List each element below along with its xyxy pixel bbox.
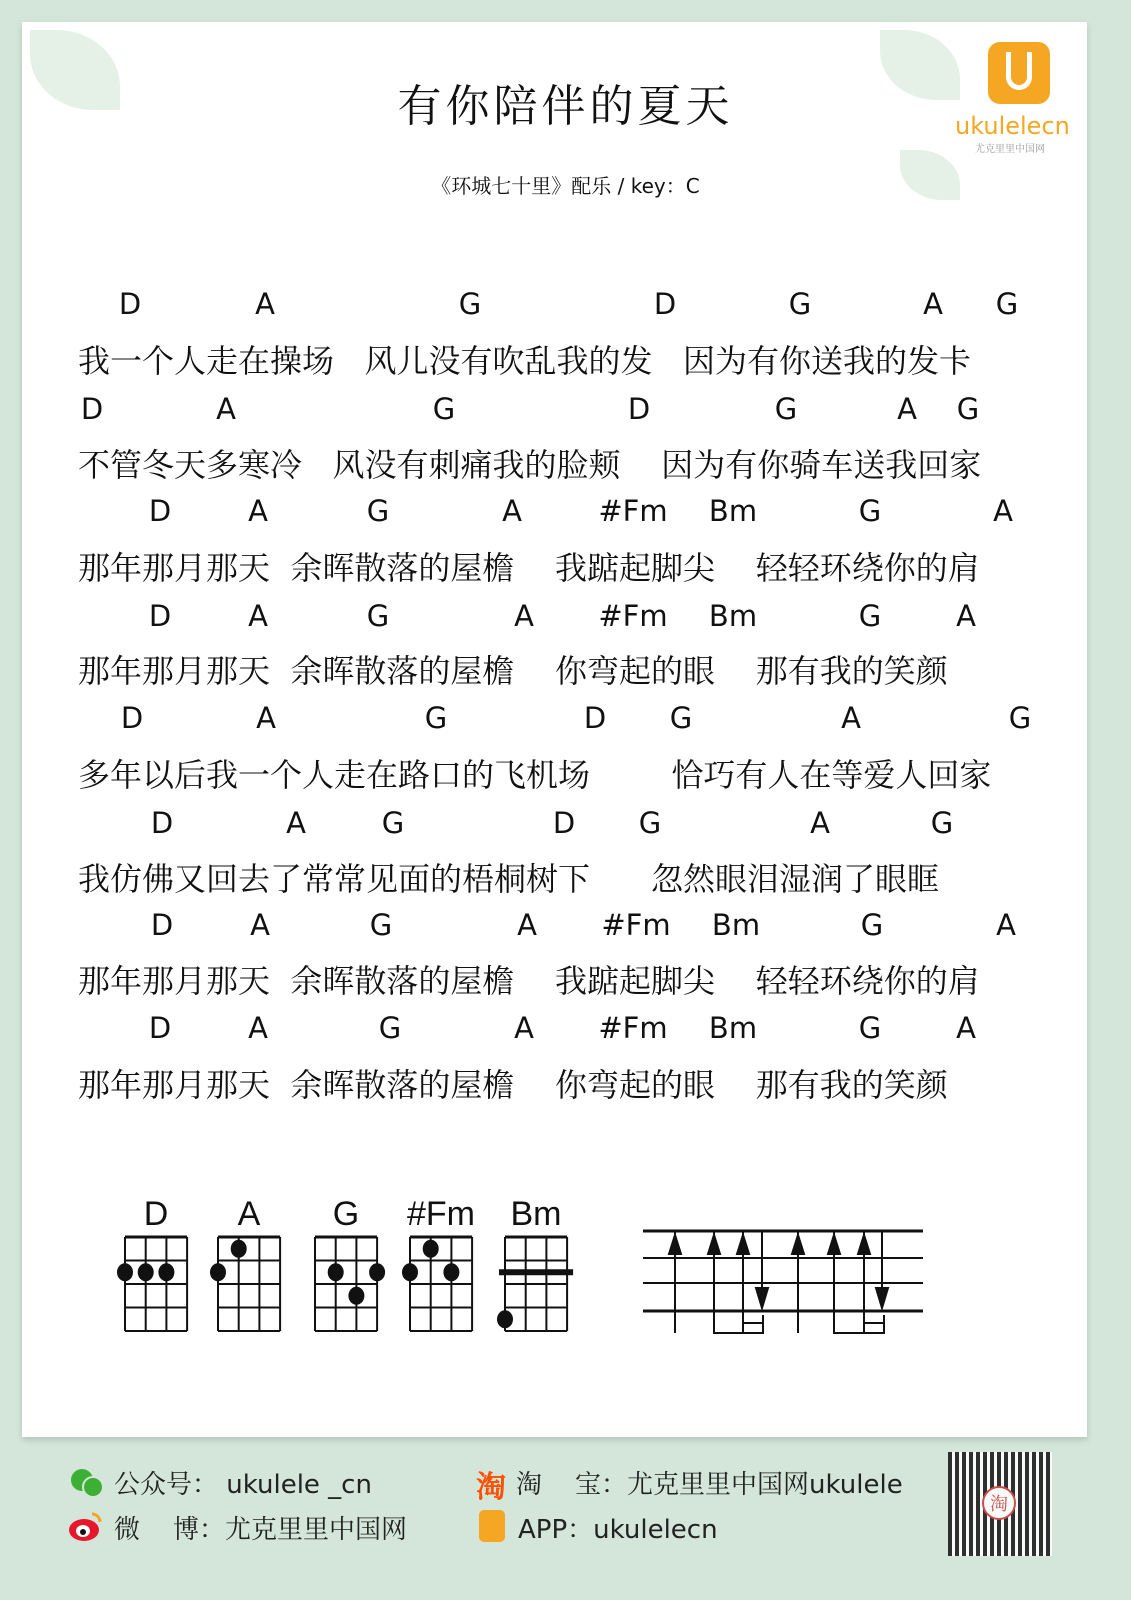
chord-label: A xyxy=(286,806,306,840)
finger-dot xyxy=(328,1263,344,1281)
chord-diagram-fretboard xyxy=(315,1237,377,1331)
rhythm-beam xyxy=(834,1315,884,1333)
chord-label: A xyxy=(502,494,522,528)
chord-label: G xyxy=(858,1011,882,1045)
chord-label: A xyxy=(923,287,943,321)
chord-label: D xyxy=(653,287,677,321)
chord-label: G xyxy=(378,1011,402,1045)
chord-label: G xyxy=(638,806,662,840)
finger-dot xyxy=(117,1263,133,1281)
chord-label: D xyxy=(80,392,104,426)
chord-diagram-fretboard xyxy=(218,1237,280,1331)
chord-label: #Fm xyxy=(598,599,668,633)
finger-dot xyxy=(231,1240,247,1258)
chord-diagram-name: G xyxy=(332,1195,360,1233)
chord-label: G xyxy=(424,701,448,735)
chord-label: #Fm xyxy=(598,1011,668,1045)
lyric-line: 那年那月那天 余晖散落的屋檐 我踮起脚尖 轻轻环绕你的肩 xyxy=(78,962,980,1000)
chord-diagram-fretboard xyxy=(410,1237,472,1331)
finger-dot xyxy=(158,1263,174,1281)
rhythm-beam xyxy=(714,1315,763,1333)
strum-down-arrow-icon xyxy=(876,1231,888,1308)
chord-label: G xyxy=(860,908,884,942)
chord-label: G xyxy=(788,287,812,321)
chord-label: A xyxy=(514,1011,534,1045)
chord-label: A xyxy=(517,908,537,942)
chord-diagram-fretboard xyxy=(125,1237,187,1331)
weibo-icon xyxy=(68,1510,104,1542)
finger-dot xyxy=(443,1263,459,1281)
chord-label: Bm xyxy=(708,494,758,528)
chord-label: G xyxy=(366,599,390,633)
chord-label: G xyxy=(669,701,693,735)
lyric-line: 不管冬天多寒冷 风没有刺痛我的脸颊 因为有你骑车送我回家 xyxy=(78,446,982,484)
chord-label: A xyxy=(993,494,1013,528)
chord-label: D xyxy=(150,908,174,942)
chord-label: D xyxy=(627,392,651,426)
strum-down-arrow-icon xyxy=(756,1231,768,1308)
chord-diagram-name: Bm xyxy=(510,1195,562,1233)
chord-label: D xyxy=(150,806,174,840)
chord-label: A xyxy=(996,908,1016,942)
chord-diagram-name: D xyxy=(143,1195,169,1233)
chord-label: G xyxy=(774,392,798,426)
chord-label: Bm xyxy=(708,599,758,633)
chord-label: A xyxy=(248,494,268,528)
chord-label: A xyxy=(216,392,236,426)
chord-label: G xyxy=(995,287,1019,321)
chord-label: A xyxy=(248,1011,268,1045)
chord-label: D xyxy=(552,806,576,840)
wechat-account: 公众号： ukulele _cn xyxy=(114,1470,372,1500)
chord-label: G xyxy=(369,908,393,942)
chord-label: G xyxy=(432,392,456,426)
finger-dot xyxy=(423,1240,439,1258)
chord-label: A xyxy=(250,908,270,942)
chord-label: G xyxy=(366,494,390,528)
chord-label: D xyxy=(148,599,172,633)
finger-dot xyxy=(369,1263,385,1281)
logo-text: ukulelecn xyxy=(955,112,1070,140)
chord-label: A xyxy=(514,599,534,633)
qr-code-icon xyxy=(948,1452,1052,1556)
chord-label: A xyxy=(956,1011,976,1045)
chord-diagram-fretboard xyxy=(505,1237,567,1331)
weibo-account: 微 博：尤克里里中国网 xyxy=(114,1515,408,1545)
finger-dot xyxy=(402,1263,418,1281)
chord-label: A xyxy=(897,392,917,426)
chord-label: D xyxy=(120,701,144,735)
finger-dot xyxy=(497,1310,513,1328)
app-icon xyxy=(479,1510,505,1542)
chord-label: G xyxy=(1008,701,1032,735)
lyric-line: 多年以后我一个人走在路口的飞机场 恰巧有人在等爱人回家 xyxy=(78,756,992,794)
qr-center-icon: 淘 xyxy=(982,1486,1016,1520)
chord-diagram-name: A xyxy=(237,1195,261,1233)
chord-label: D xyxy=(583,701,607,735)
chord-label: G xyxy=(858,599,882,633)
chord-label: A xyxy=(256,701,276,735)
chord-label: Bm xyxy=(708,1011,758,1045)
chord-label: D xyxy=(118,287,142,321)
chord-label: A xyxy=(841,701,861,735)
chord-label: #Fm xyxy=(601,908,671,942)
lyric-line: 那年那月那天 余晖散落的屋檐 我踮起脚尖 轻轻环绕你的肩 xyxy=(78,549,980,587)
chord-label: #Fm xyxy=(598,494,668,528)
chord-label: G xyxy=(930,806,954,840)
taobao-account: 淘 宝：尤克里里中国网ukulele xyxy=(516,1470,903,1500)
lyric-line: 那年那月那天 余晖散落的屋檐 你弯起的眼 那有我的笑颜 xyxy=(78,652,948,690)
lyric-line: 那年那月那天 余晖散落的屋檐 你弯起的眼 那有我的笑颜 xyxy=(78,1066,948,1104)
song-title: 有你陪伴的夏天 xyxy=(397,81,734,132)
app-name: APP：ukulelecn xyxy=(518,1515,718,1545)
chord-label: A xyxy=(255,287,275,321)
chord-label: G xyxy=(381,806,405,840)
logo-subtext: 尤克里里中国网 xyxy=(975,144,1045,155)
wechat-icon xyxy=(70,1468,104,1498)
lyric-line: 我一个人走在操场 风儿没有吹乱我的发 因为有你送我的发卡 xyxy=(78,342,972,380)
song-subtitle: 《环城七十里》配乐 / key：C xyxy=(431,174,700,198)
chord-label: A xyxy=(810,806,830,840)
chord-label: G xyxy=(956,392,980,426)
chord-diagram-name: #Fm xyxy=(407,1195,475,1233)
chord-label: A xyxy=(956,599,976,633)
chord-label: G xyxy=(858,494,882,528)
taobao-icon: 淘 xyxy=(476,1470,506,1505)
finger-dot xyxy=(348,1287,364,1305)
chord-label: G xyxy=(458,287,482,321)
barre xyxy=(499,1269,573,1275)
lyric-line: 我仿佛又回去了常常见面的梧桐树下 忽然眼泪湿润了眼眶 xyxy=(78,860,940,898)
chord-label: D xyxy=(148,494,172,528)
finger-dot xyxy=(138,1263,154,1281)
chord-label: D xyxy=(148,1011,172,1045)
chord-label: Bm xyxy=(711,908,761,942)
finger-dot xyxy=(210,1263,226,1281)
chord-label: A xyxy=(248,599,268,633)
